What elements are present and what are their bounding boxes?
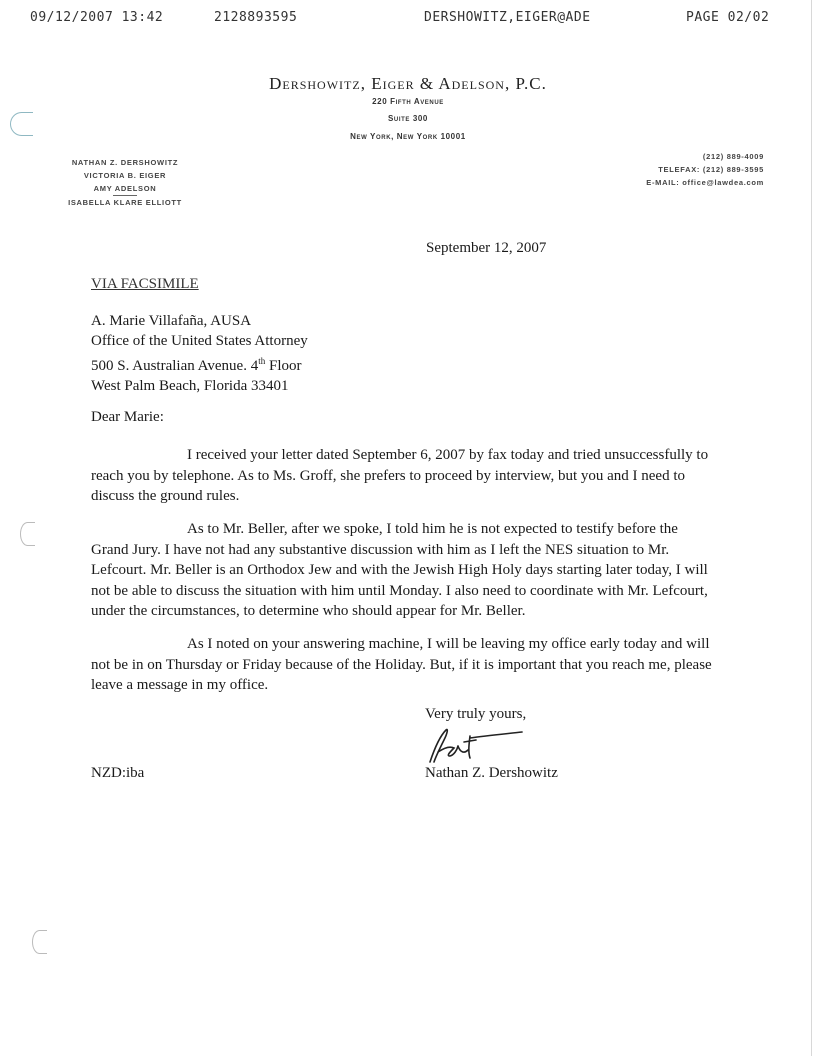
associate-name: ISABELLA KLARE ELLIOTT	[68, 198, 182, 207]
recipient-name: A. Marie Villafaña, AUSA	[91, 313, 252, 329]
signature-image	[424, 722, 524, 768]
fax-number: 2128893595	[214, 10, 298, 25]
recipient-city: West Palm Beach, Florida 33401	[91, 378, 289, 394]
closing: Very truly yours,	[425, 706, 527, 722]
recipient-street-ordinal: th	[258, 356, 266, 366]
firm-address-street: 220 Fifth Avenue	[372, 97, 444, 106]
firm-contact	[646, 150, 764, 189]
punch-hole-mark	[20, 522, 35, 546]
delivery-method: VIA FACSIMILE	[91, 276, 199, 292]
firm-name: Dershowitz, Eiger & Adelson, P.C.	[269, 74, 547, 93]
body-paragraph: As I noted on your answering machine, I will be leaving my office early today and will not be in on Thursday or Friday because of the Holiday. But, if it is important that you reach me, please leave a message in my office.	[91, 636, 712, 693]
recipient-street-text: 500 S. Australian Avenue. 4	[91, 358, 259, 374]
salutation: Dear Marie:	[91, 409, 164, 425]
firm-address-city: New York, New York 10001	[350, 132, 466, 141]
page-edge	[811, 0, 812, 1056]
recipient-office: Office of the United States Attorney	[91, 333, 308, 349]
body-paragraph: As to Mr. Beller, after we spoke, I told him he is not expected to testify before the Grand Jury. I have not had any substantive discussion with him as I left the NES situation to Mr. Lefcourt. Mr. Beller is an Orthodox Jew and with the Jewish High Holy days starting later today, I will not be able to discuss the situation with him until Monday. I also need to coordinate with Mr. Lefcourt, under the circumstances, to determine who should appear for Mr. Beller.	[91, 521, 708, 619]
fax-sender: DERSHOWITZ,EIGER@ADE	[424, 10, 591, 25]
typist-initials: NZD:iba	[91, 765, 145, 781]
firm-telefax: TELEFAX: (212) 889-3595	[658, 165, 764, 174]
fax-page: PAGE 02/02	[686, 10, 770, 25]
letter-date: September 12, 2007	[426, 240, 547, 256]
body-paragraph: I received your letter dated September 6, 2007 by fax today and tried unsuccessfully to reach you by telephone. As to Ms. Groff, she prefers to proceed by interview, but you and I need to discuss the ground rules.	[91, 447, 709, 504]
partner-name: AMY ADELSON	[93, 184, 157, 193]
firm-phone: (212) 889-4009	[702, 152, 764, 161]
recipient-street-floor: Floor	[265, 358, 302, 374]
punch-hole-mark	[10, 112, 33, 136]
punch-hole-mark	[32, 930, 47, 954]
signer-name: Nathan Z. Dershowitz	[425, 765, 558, 781]
recipient-block	[91, 311, 308, 396]
fax-datetime: 09/12/2007 13:42	[30, 10, 164, 25]
firm-email: E-MAIL: office@lawdea.com	[646, 178, 764, 187]
firm-address-suite: Suite 300	[388, 114, 428, 123]
partner-name: NATHAN Z. DERSHOWITZ	[71, 158, 179, 167]
partners-list	[55, 156, 195, 209]
recipient-street	[91, 351, 308, 376]
partner-name: VICTORIA B. EIGER	[83, 171, 167, 180]
